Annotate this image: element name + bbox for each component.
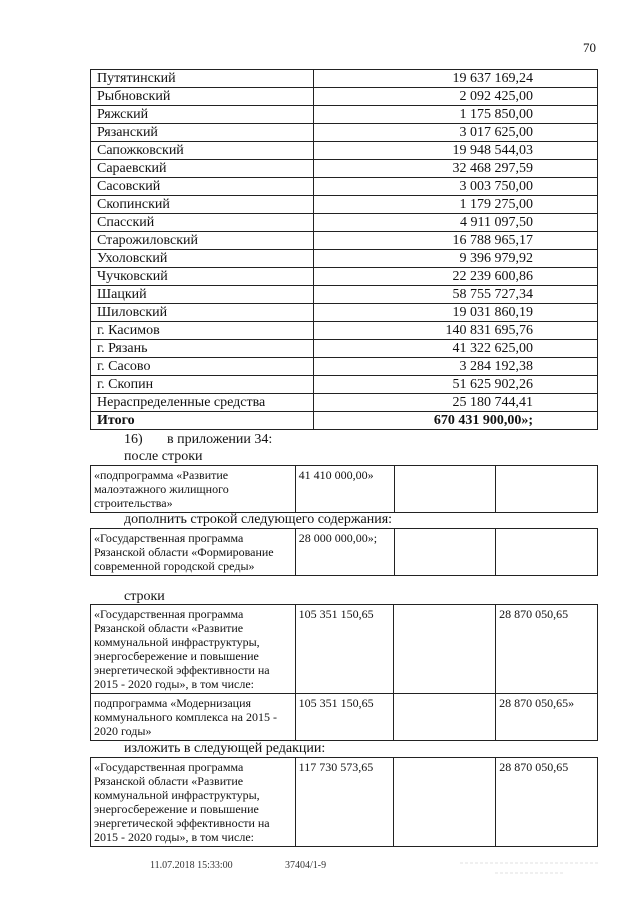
table-urban-environment xyxy=(90,528,598,576)
district-name: Спасский xyxy=(91,214,314,232)
cell-empty xyxy=(394,758,496,847)
table-row xyxy=(91,268,598,286)
footer-document-number: 37404/1-9 xyxy=(285,860,327,871)
cell-amount: 28 870 050,65» xyxy=(496,694,598,741)
cell-amount: 28 870 050,65 xyxy=(496,605,598,694)
table-row xyxy=(91,88,598,106)
table-row xyxy=(91,529,598,576)
distribution-table xyxy=(90,69,598,430)
cell-name: «Государственная программа Рязанской области «Формирование современной городской среды» xyxy=(91,529,296,576)
table-row xyxy=(91,160,598,178)
cell-amount: 41 410 000,00» xyxy=(295,466,394,513)
cell-amount: 105 351 150,65 xyxy=(295,605,394,694)
district-amount: 140 831 695,76 xyxy=(314,322,598,340)
table-row xyxy=(91,286,598,304)
district-amount: 32 468 297,59 xyxy=(314,160,598,178)
table-row xyxy=(91,694,598,741)
cell-empty xyxy=(496,529,598,576)
cell-name: «подпрограмма «Развитие малоэтажного жилищного строительства» xyxy=(91,466,296,513)
table-row xyxy=(91,232,598,250)
district-amount: 58 755 727,34 xyxy=(314,286,598,304)
district-name: Шиловский xyxy=(91,304,314,322)
district-name: г. Скопин xyxy=(91,376,314,394)
total-label: Итого xyxy=(91,412,314,430)
instruction-after: после строки xyxy=(124,449,203,464)
table-row xyxy=(91,304,598,322)
item-text: в приложении 34: xyxy=(167,432,273,447)
page-number: 70 xyxy=(583,40,596,55)
district-amount: 25 180 744,41 xyxy=(314,394,598,412)
instruction-rows: строки xyxy=(124,589,165,604)
district-name: Сасовский xyxy=(91,178,314,196)
cell-empty xyxy=(394,694,496,741)
table-row xyxy=(91,70,598,88)
table-row xyxy=(91,196,598,214)
table-row xyxy=(91,466,598,513)
cell-empty xyxy=(394,529,496,576)
district-amount: 3 284 192,38 xyxy=(314,358,598,376)
table-row xyxy=(91,124,598,142)
district-amount: 2 092 425,00 xyxy=(314,88,598,106)
district-name: Старожиловский xyxy=(91,232,314,250)
table-communal-new xyxy=(90,757,598,847)
district-name: Сараевский xyxy=(91,160,314,178)
district-amount: 3 003 750,00 xyxy=(314,178,598,196)
district-amount: 9 396 979,92 xyxy=(314,250,598,268)
district-amount: 16 788 965,17 xyxy=(314,232,598,250)
district-amount: 22 239 600,86 xyxy=(314,268,598,286)
district-amount: 3 017 625,00 xyxy=(314,124,598,142)
district-amount: 4 911 097,50 xyxy=(314,214,598,232)
table-row xyxy=(91,340,598,358)
table-row xyxy=(91,178,598,196)
table-row xyxy=(91,142,598,160)
table-row xyxy=(91,214,598,232)
cell-name: подпрограмма «Модернизация коммунального комплекса на 2015 - 2020 годы» xyxy=(91,694,296,741)
total-amount: 670 431 900,00»; xyxy=(314,412,598,430)
table-row xyxy=(91,250,598,268)
district-name: Рязанский xyxy=(91,124,314,142)
district-name: Путятинский xyxy=(91,70,314,88)
district-name: Рыбновский xyxy=(91,88,314,106)
table-row xyxy=(91,106,598,124)
item-number: 16) xyxy=(124,432,143,447)
cell-name: «Государственная программа Рязанской области «Развитие коммунальной инфраструктуры, энергосбережение и повышение энергетической эффективности на 2015 - 2020 годы», в том числе: xyxy=(91,605,296,694)
table-row xyxy=(91,376,598,394)
cell-empty xyxy=(496,466,598,513)
cell-amount: 105 351 150,65 xyxy=(295,694,394,741)
district-amount: 19 031 860,19 xyxy=(314,304,598,322)
table-row xyxy=(91,358,598,376)
district-name: Сапожковский xyxy=(91,142,314,160)
footer-datetime: 11.07.2018 15:33:00 xyxy=(150,860,233,871)
table-row xyxy=(91,758,598,847)
table-row xyxy=(91,394,598,412)
district-amount: 41 322 625,00 xyxy=(314,340,598,358)
cell-amount: 117 730 573,65 xyxy=(295,758,394,847)
district-amount: 1 175 850,00 xyxy=(314,106,598,124)
district-amount: 19 948 544,03 xyxy=(314,142,598,160)
district-amount: 1 179 275,00 xyxy=(314,196,598,214)
district-amount: 19 637 169,24 xyxy=(314,70,598,88)
district-name: Чучковский xyxy=(91,268,314,286)
district-name: г. Сасово xyxy=(91,358,314,376)
cell-amount: 28 870 050,65 xyxy=(496,758,598,847)
district-name: Нераспределенные средства xyxy=(91,394,314,412)
cell-empty xyxy=(394,605,496,694)
table-row xyxy=(91,322,598,340)
cell-empty xyxy=(394,466,496,513)
district-name: Ряжский xyxy=(91,106,314,124)
district-name: Шацкий xyxy=(91,286,314,304)
cell-name: «Государственная программа Рязанской области «Развитие коммунальной инфраструктуры, энергосбережение и повышение энергетической эффективности на 2015 - 2020 годы», в том числе: xyxy=(91,758,296,847)
instruction-add: дополнить строкой следующего содержания: xyxy=(124,512,393,527)
district-amount: 51 625 902,26 xyxy=(314,376,598,394)
table-communal-old xyxy=(90,604,598,741)
district-name: г. Касимов xyxy=(91,322,314,340)
district-name: Ухоловский xyxy=(91,250,314,268)
total-row xyxy=(91,412,598,430)
table-row xyxy=(91,605,598,694)
faded-stamp-mark xyxy=(455,855,605,883)
district-name: Скопинский xyxy=(91,196,314,214)
cell-amount: 28 000 000,00»; xyxy=(295,529,394,576)
instruction-state: изложить в следующей редакции: xyxy=(124,741,326,756)
table-subprogram-housing xyxy=(90,465,598,513)
district-name: г. Рязань xyxy=(91,340,314,358)
